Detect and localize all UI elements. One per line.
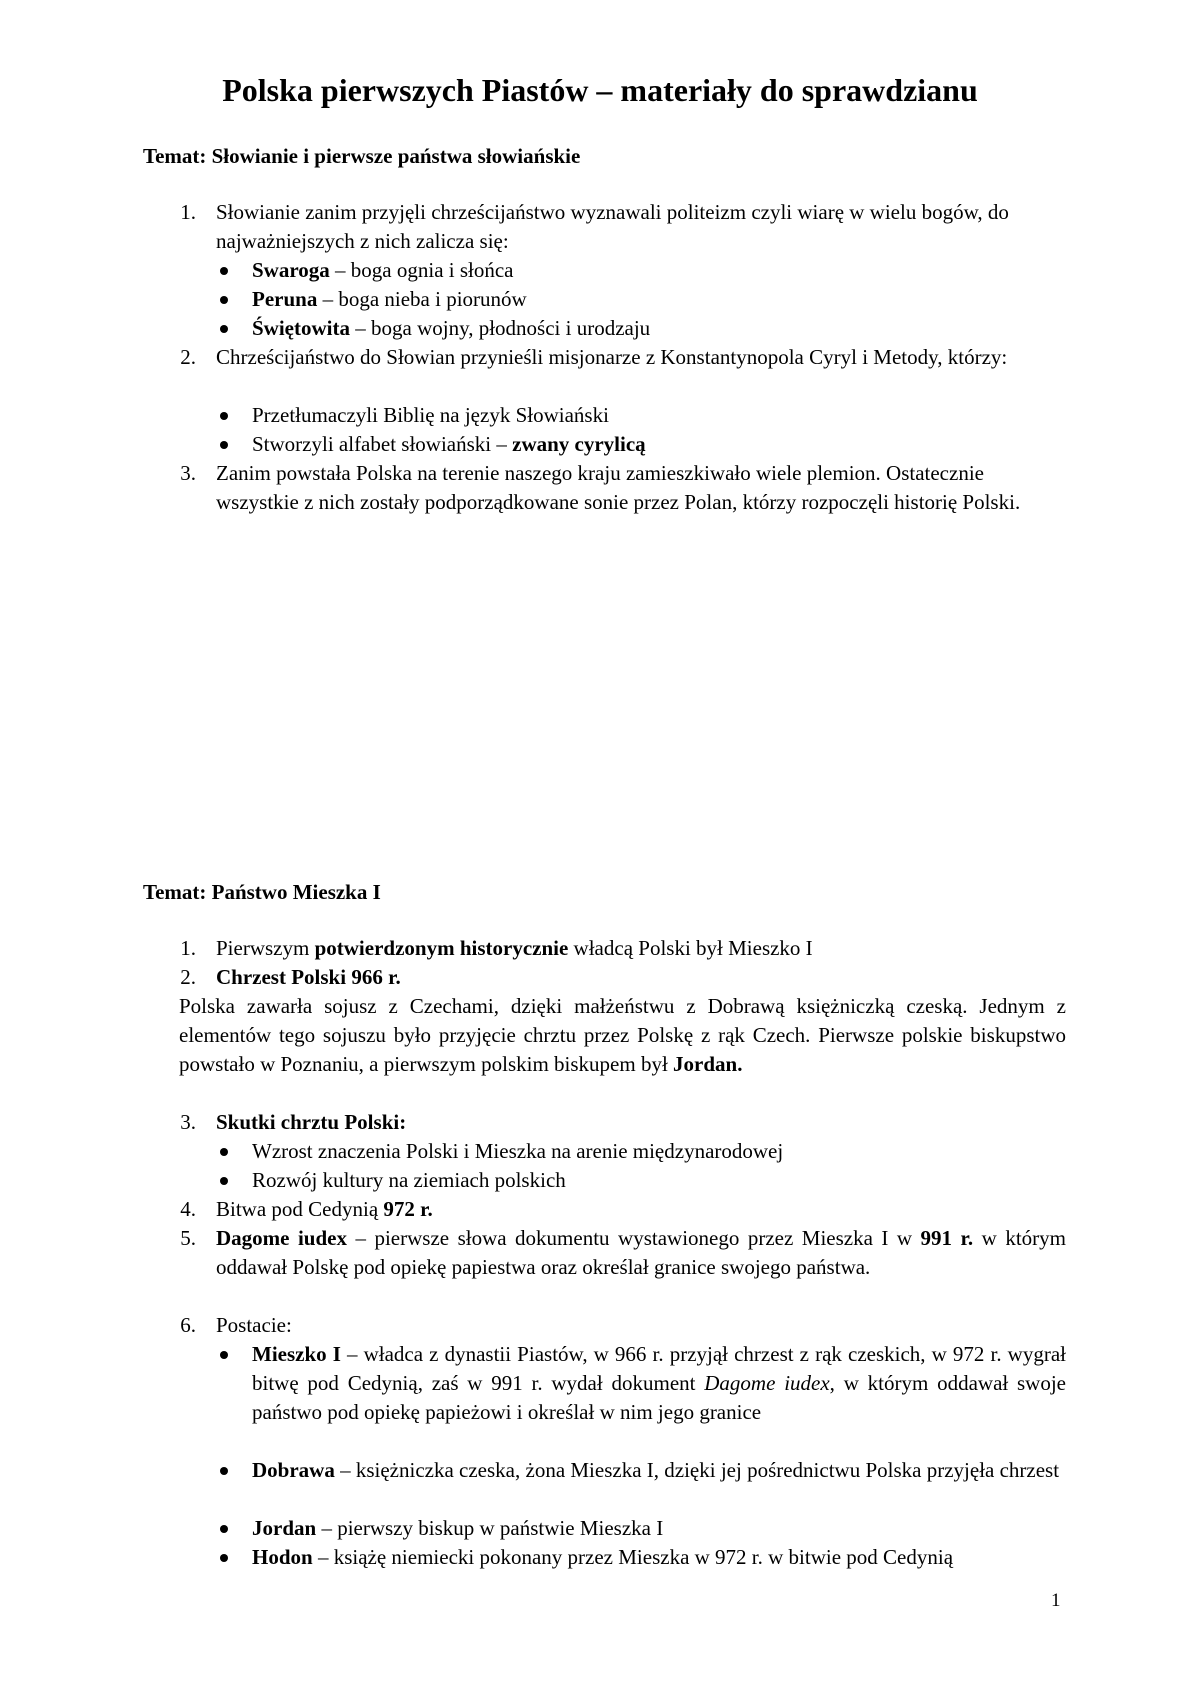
bullet-item bbox=[252, 256, 1066, 285]
document-title: Polska pierwszych Piastów – materiały do sprawdzianu bbox=[222, 72, 978, 108]
text-bold: Dagome iudex bbox=[216, 1226, 347, 1250]
bullet-icon bbox=[220, 1554, 228, 1562]
text-run: Bitwa pod Cedynią bbox=[216, 1197, 384, 1221]
list-item-text bbox=[216, 1108, 1066, 1137]
list-number: 6. bbox=[180, 1313, 196, 1337]
text-run: w którym oddawał Polskę pod opiekę papiestwa oraz określał granice swojego państwa. bbox=[216, 1226, 1066, 1279]
bullet-icon bbox=[220, 1351, 228, 1359]
bullet-icon bbox=[220, 1525, 228, 1533]
bullet-icon bbox=[220, 412, 228, 420]
bullet-text: Stworzyli alfabet słowiański – bbox=[252, 432, 513, 456]
bullet-item: Wzrost znaczenia Polski i Mieszka na arenie międzynarodowej bbox=[252, 1139, 784, 1163]
bullet-icon bbox=[220, 441, 228, 449]
list-item-text bbox=[216, 1224, 1066, 1282]
bullet-icon bbox=[220, 296, 228, 304]
bullet-icon bbox=[220, 267, 228, 275]
god-name: Peruna bbox=[252, 287, 318, 311]
bullet-icon bbox=[220, 1177, 228, 1185]
list-item-text: Chrześcijaństwo do Słowian przynieśli misjonarze z Konstantynopola Cyryl i Metody, którzy: bbox=[216, 345, 1008, 369]
text-bold: Chrzest Polski bbox=[216, 965, 352, 989]
bullet-item: Rozwój kultury na ziemiach polskich bbox=[252, 1168, 566, 1192]
god-desc: – boga ognia i słońca bbox=[329, 258, 514, 282]
god-desc: – boga nieba i piorunów bbox=[317, 287, 527, 311]
list-item-text bbox=[216, 1195, 1066, 1224]
section2-heading: Temat: Państwo Mieszka I bbox=[143, 880, 381, 904]
list-item-text: Postacie: bbox=[216, 1313, 292, 1337]
person-name: Jordan bbox=[252, 1516, 317, 1540]
bullet-item bbox=[252, 1543, 1066, 1572]
bullet-icon bbox=[220, 1467, 228, 1475]
god-name: Świętowita bbox=[252, 316, 350, 340]
text-run: – pierwsze słowa dokumentu wystawionego przez Mieszka I w bbox=[346, 1226, 921, 1250]
text-bold: 991 r. bbox=[920, 1226, 974, 1250]
list-item-text bbox=[216, 934, 1066, 963]
list-item-text: Zanim powstała Polska na terenie naszego kraju zamieszkiwało wiele plemion. Ostatecznie wszystkie z nich zostały podporządkowane sonie przez Polan, którzy rozpoczęli historię Polski. bbox=[216, 461, 1021, 514]
person-name: Hodon bbox=[252, 1545, 313, 1569]
list-item-text: Słowianie zanim przyjęli chrześcijaństwo wyznawali politeizm czyli wiarę w wielu bogów, do najważniejszych z nich zalicza się: bbox=[216, 200, 1009, 253]
person-desc: – książę niemiecki pokonany przez Mieszka w 972 r. w bitwie pod Cedynią bbox=[312, 1545, 954, 1569]
bullet-item bbox=[252, 1514, 1066, 1543]
paragraph-text: Polska zawarła sojusz z Czechami, dzięki małżeństwu z Dobrawą księżniczką czeską. Jednym z elementów tego sojuszu było przyjęcie chrztu przez Polskę z rąk Czech. Pierwsze polskie biskupstwo powstało w Poznaniu, a pierwszym polskim biskupem był bbox=[179, 994, 1066, 1076]
person-desc: , w którym oddawał swoje państwo pod opiekę papieżowi i określał w nim jego granice bbox=[252, 1371, 1066, 1424]
page-number: 1 bbox=[1051, 1590, 1061, 1611]
bullet-bold: zwany cyrylicą bbox=[512, 432, 646, 456]
person-desc: – księżniczka czeska, żona Mieszka I, dzięki jej pośrednictwu Polska przyjęła chrzest bbox=[334, 1458, 1060, 1482]
section1-heading: Temat: Słowianie i pierwsze państwa słowiańskie bbox=[143, 144, 581, 168]
list-number: 1. bbox=[180, 936, 196, 960]
bullet-item bbox=[252, 1340, 1066, 1427]
person-desc: – pierwszy biskup w państwie Mieszka I bbox=[316, 1516, 664, 1540]
bullet-item bbox=[252, 285, 1066, 314]
list-number: 1. bbox=[180, 200, 196, 224]
bullet-item bbox=[252, 430, 1066, 459]
person-name: Dobrawa bbox=[252, 1458, 335, 1482]
italic-text: Dagome iudex bbox=[704, 1371, 830, 1395]
list-number: 3. bbox=[180, 461, 196, 485]
bullet-icon bbox=[220, 325, 228, 333]
text-bold: 966 r. bbox=[351, 965, 401, 989]
text-bold: 972 r. bbox=[383, 1197, 433, 1221]
text-bold: Skutki chrztu Polski: bbox=[216, 1110, 407, 1134]
bullet-item bbox=[252, 314, 1066, 343]
list-number: 3. bbox=[180, 1110, 196, 1134]
bullet-icon bbox=[220, 1148, 228, 1156]
list-number: 4. bbox=[180, 1197, 196, 1221]
list-number: 2. bbox=[180, 965, 196, 989]
list-item-text bbox=[216, 963, 1066, 992]
person-desc: – władca z dynastii Piastów, w 966 r. przyjął chrzest z rąk czeskich, w 972 r. wygrał bitwę pod Cedynią, zaś w 991 r. wydał dokument bbox=[252, 1342, 1066, 1395]
text-run: władcą Polski był Mieszko I bbox=[568, 936, 813, 960]
bullet-item bbox=[252, 1456, 1066, 1485]
paragraph-bold: Jordan. bbox=[673, 1052, 743, 1076]
text-bold: potwierdzonym historycznie bbox=[314, 936, 569, 960]
paragraph bbox=[179, 992, 1066, 1079]
person-name: Mieszko I bbox=[252, 1342, 341, 1366]
text-run: Pierwszym bbox=[216, 936, 315, 960]
list-number: 2. bbox=[180, 345, 196, 369]
god-desc: – boga wojny, płodności i urodzaju bbox=[350, 316, 651, 340]
list-number: 5. bbox=[180, 1226, 196, 1250]
god-name: Swaroga bbox=[252, 258, 330, 282]
bullet-item: Przetłumaczyli Biblię na język Słowiański bbox=[252, 403, 609, 427]
